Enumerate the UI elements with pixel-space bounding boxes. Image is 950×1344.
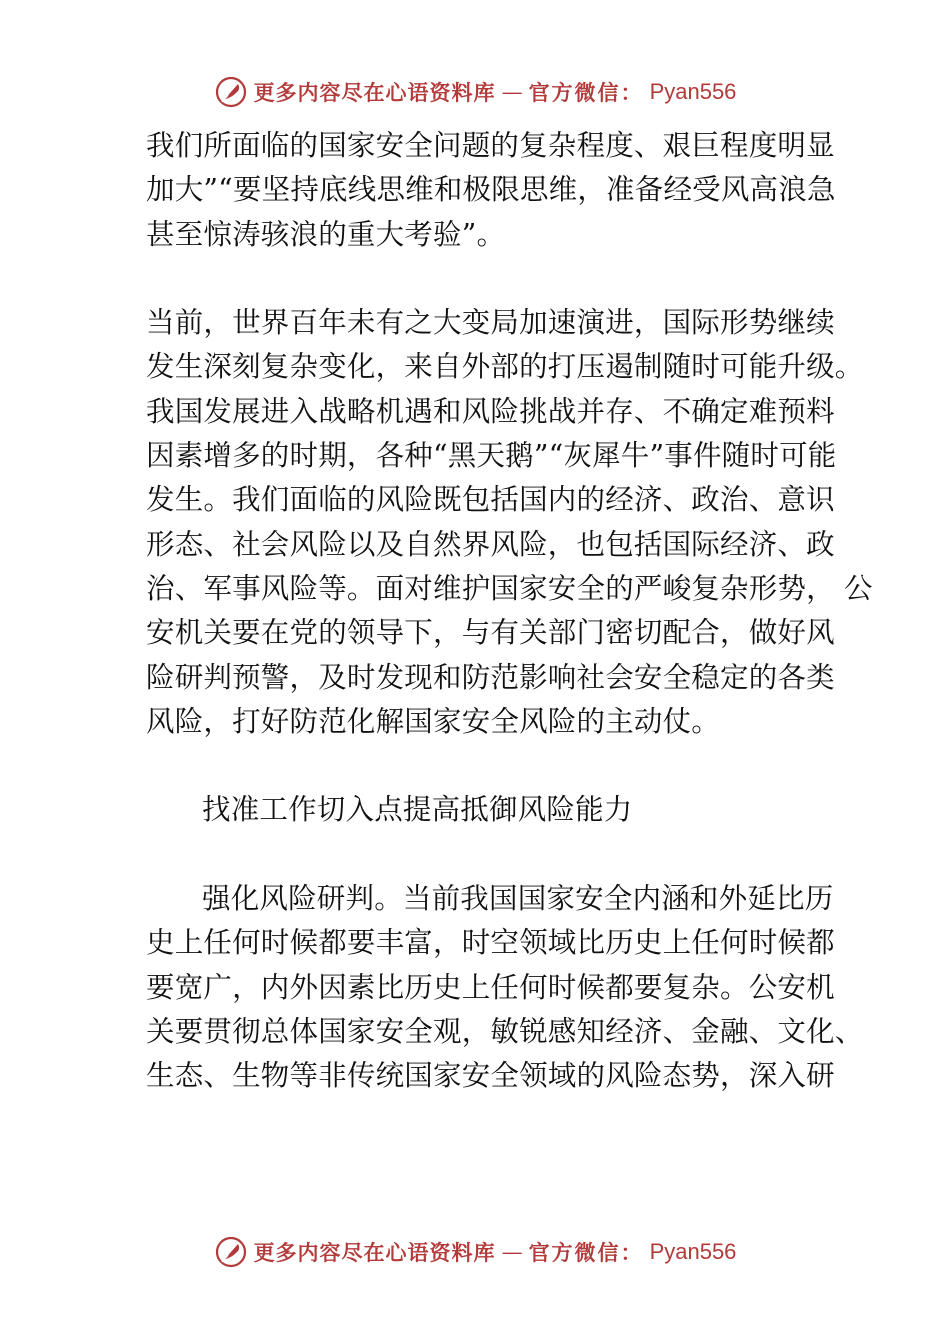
text-line: 关要贯彻总体国家安全观，敏锐感知经济、金融、文化、 [146, 1014, 864, 1048]
feather-logo-icon [214, 75, 248, 109]
text-line: 要宽广，内外因素比历史上任何时候都要复杂。公安机 [146, 970, 835, 1004]
text-line: 史上任何时候都要丰富，时空领域比历史上任何时候都 [146, 926, 835, 960]
text-line: 我国发展进入战略机遇和风险挑战并存、不确定难预料 [146, 394, 835, 428]
text-line: 发生。我们面临的风险既包括国内的经济、政治、意识 [146, 483, 835, 517]
paragraph-3 [146, 877, 864, 1098]
banner-site-text: 更多内容尽在心语资料库 [253, 80, 496, 105]
text-line: 因素增多的时期，各种“黑天鹅”“灰犀牛”事件随时可能 [146, 439, 837, 473]
text-line: 安机关要在党的领导下，与有关部门密切配合，做好风 [146, 616, 835, 650]
section-heading [146, 788, 826, 832]
banner-wechat-id: Pyan556 [649, 1239, 737, 1264]
document-body [146, 124, 873, 1099]
text-line: 强化风险研判。当前我国国家安全内涵和外延比历 [202, 882, 834, 916]
paragraph-gap [146, 744, 826, 788]
feather-logo-icon [214, 1235, 248, 1269]
heading-text: 找准工作切入点提高抵御风险能力 [202, 793, 633, 827]
banner-separator: — [501, 80, 523, 104]
text-line: 发生深刻复杂变化，来自外部的打压遏制随时可能升级。 [146, 350, 864, 384]
text-line: 险研判预警，及时发现和防范影响社会安全稳定的各类 [146, 660, 835, 694]
text-line: 当前，世界百年未有之大变局加速演进，国际形势继续 [146, 306, 835, 340]
banner-wechat-label: 官方微信： [528, 1240, 644, 1265]
header-banner [0, 72, 950, 112]
text-line: 形态、社会风险以及自然界风险，也包括国际经济、政 [146, 527, 835, 561]
text-line: 甚至惊涛骇浪的重大考验”。 [146, 217, 506, 251]
text-line: 治、军事风险等。面对维护国家安全的严峻复杂形势， 公 [146, 571, 873, 605]
banner-wechat-id: Pyan556 [649, 79, 737, 104]
banner-wechat-label: 官方微信： [528, 80, 644, 105]
banner-site-text: 更多内容尽在心语资料库 [253, 1240, 496, 1265]
text-line: 加大”“要坚持底线思维和极限思维，准备经受风高浪急 [146, 173, 836, 207]
paragraph-2 [146, 301, 873, 744]
text-line: 生态、生物等非传统国家安全领域的风险态势，深入研 [146, 1059, 835, 1093]
paragraph-gap [146, 257, 826, 301]
text-line: 风险，打好防范化解国家安全风险的主动仗。 [146, 704, 721, 738]
paragraph-1 [146, 124, 836, 257]
banner-separator: — [501, 1240, 523, 1264]
footer-banner [0, 1232, 950, 1272]
paragraph-gap [146, 833, 826, 877]
text-line: 我们所面临的国家安全问题的复杂程度、艰巨程度明显 [146, 129, 835, 162]
